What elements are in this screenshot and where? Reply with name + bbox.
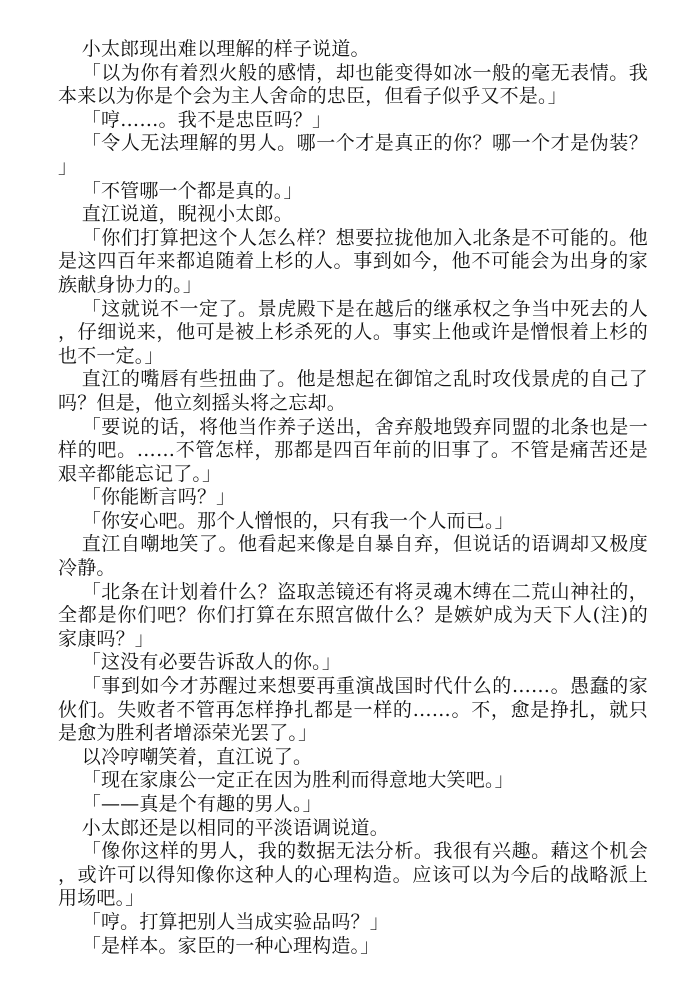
document-page <box>58 38 648 958</box>
paragraph: 小太郎现出难以理解的样子说道。 <box>81 38 370 60</box>
paragraph: 「令人无法理解的男人。哪一个才是真正的你？哪一个才是伪装？」 <box>58 132 648 178</box>
paragraph: 「事到如今才苏醒过来想要再重演战国时代什么的……。愚蠢的家伙们。失败者不管再怎样挣扎都是一样的……。不，愈是挣扎，就只是愈为胜利者增添荣光罢了。」 <box>58 675 648 745</box>
paragraph: 「这没有必要告诉敌人的你。」 <box>81 651 342 674</box>
paragraph: 以冷哼嘲笑着，直江说了。 <box>81 745 313 768</box>
paragraph: 直江自嘲地笑了。他看起来像是自暴自弃，但说话的语调却又极度冷静。 <box>58 533 648 580</box>
paragraph: 「这就说不一定了。景虎殿下是在越后的继承权之争当中死去的人，仔细说来，他可是被上杉杀死的人。事实上他或许是憎恨着上杉的也不一定。」 <box>58 297 648 367</box>
paragraph: 「现在家康公一定正在因为胜利而得意地大笑吧。」 <box>81 769 514 792</box>
paragraph: 「北条在计划着什么？盗取恙镜还有将灵魂木缚在二荒山神社的，全都是你们吧？你们打算在东照宫做什么？是嫉妒成为天下人(注)的家康吗？」 <box>58 580 648 650</box>
paragraph: 直江的嘴唇有些扭曲了。他是想起在御馆之乱时攻伐景虎的自己了吗？但是，他立刻摇头将之忘却。 <box>58 368 648 414</box>
paragraph: 「像你这样的男人，我的数据无法分析。我很有兴趣。藉这个机会，或许可以得知像你这种人的心理构造。应该可以为今后的战略派上用场吧。」 <box>58 840 648 910</box>
paragraph: 「是样本。家臣的一种心理构造。」 <box>81 934 380 957</box>
paragraph: 「——真是个有趣的男人。」 <box>81 793 322 815</box>
paragraph: 「要说的话，将他当作养子送出，舍弃般地毁弃同盟的北条也是一样的吧。……不管怎样，那都是四百年前的旧事了。不管是痛苦还是艰辛都能忘记了。」 <box>58 415 648 485</box>
paragraph: 「哼。打算把别人当成实验品吗？」 <box>81 910 389 933</box>
paragraph: 「你能断言吗？」 <box>81 486 236 509</box>
paragraph: 「你安心吧。那个人憎恨的，只有我一个人而已。」 <box>81 509 514 532</box>
paragraph: 「你们打算把这个人怎么样？想要拉拢他加入北条是不可能的。他是这四百年来都追随着上杉的人。事到如今，他不可能会为出身的家族献身协力的。」 <box>58 226 648 296</box>
paragraph: 「哼……。我不是忠臣吗？」 <box>81 108 332 131</box>
paragraph: 「以为你有着烈火般的感情，却也能变得如冰一般的毫无表情。我本来以为你是个会为主人舍命的忠臣，但看子似乎又不是。」 <box>58 61 648 108</box>
paragraph: 直江说道，睨视小太郎。 <box>81 203 293 226</box>
paragraph: 「不管哪一个都是真的。」 <box>81 179 303 202</box>
paragraph: 小太郎还是以相同的平淡语调说道。 <box>81 816 389 839</box>
